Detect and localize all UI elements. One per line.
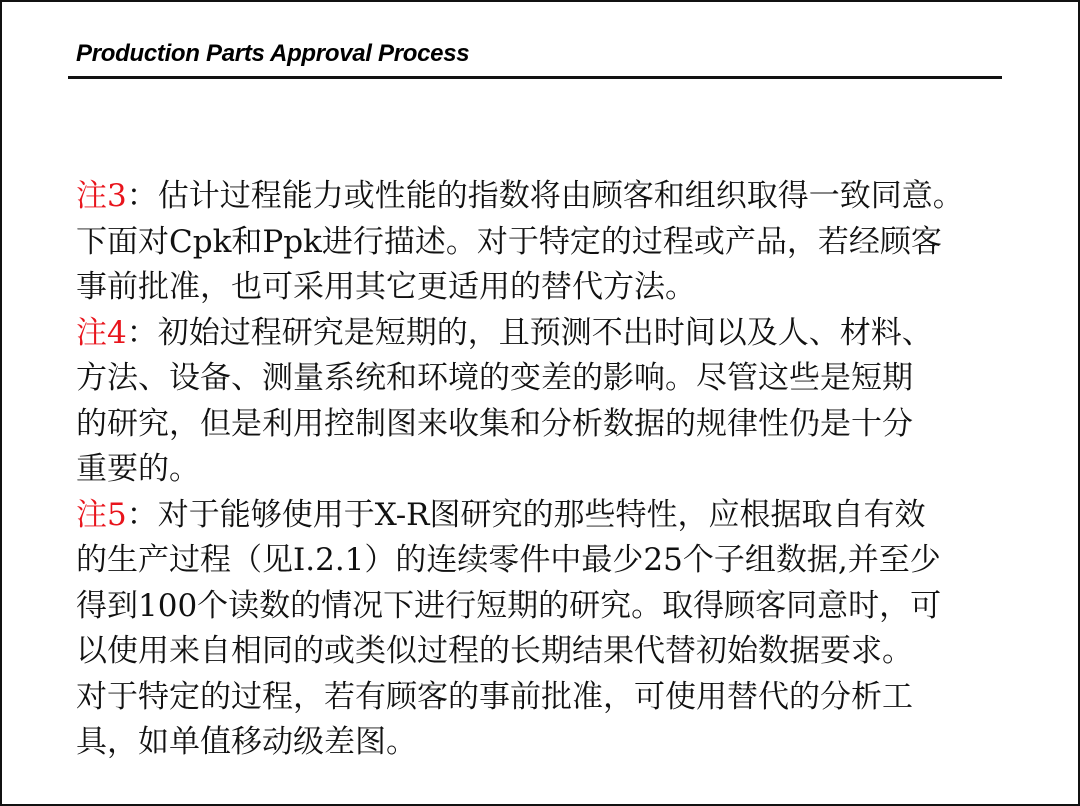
note-4-text: ：初始过程研究是短期的，且预测不出时间以及人、材料、 (126, 314, 933, 351)
note-3-line-3: 事前批准，也可采用其它更适用的替代方法。 (76, 269, 696, 305)
note-4-line-3: 的研究，但是利用控制图来收集和分析数据的规律性仍是十分 (76, 405, 913, 442)
note-5-line-3: 得到100个读数的情况下进行短期的研究。取得顾客同意时，可 (76, 587, 942, 624)
note-4-label: 注4 (76, 314, 127, 351)
note-5-line-4: 以使用来自相同的或类似过程的长期结果代替初始数据要求。 (76, 633, 913, 669)
header-divider (68, 76, 1002, 79)
note-3-line-1 (76, 174, 1016, 220)
note-5-text: ：对于能够使用于X-R图研究的那些特性，应根据取自有效 (126, 496, 926, 533)
note-4-line-1 (76, 311, 1016, 357)
note-5-line-5: 对于特定的过程，若有顾客的事前批准，可使用替代的分析工 (76, 678, 913, 715)
note-5-line-6: 具，如单值移动级差图。 (76, 724, 417, 760)
notes-body (76, 174, 1016, 766)
note-5-label: 注5 (76, 496, 127, 533)
note-3-text: ：估计过程能力或性能的指数将由顾客和组织取得一致同意。 (126, 178, 964, 214)
note-3-line-2: 下面对Cpk和Ppk进行描述。对于特定的过程或产品，若经顾客 (76, 223, 942, 260)
note-5-line-2: 的生产过程（见Ⅰ.2.1）的连续零件中最少25个子组数据,并至少 (76, 542, 941, 578)
page-title: Production Parts Approval Process (76, 40, 470, 67)
note-4-line-4: 重要的。 (76, 451, 200, 487)
note-5-line-1 (76, 493, 1016, 539)
note-3-label: 注3 (76, 178, 127, 214)
note-4-line-2: 方法、设备、测量系统和环境的变差的影响。尽管这些是短期 (76, 360, 913, 396)
